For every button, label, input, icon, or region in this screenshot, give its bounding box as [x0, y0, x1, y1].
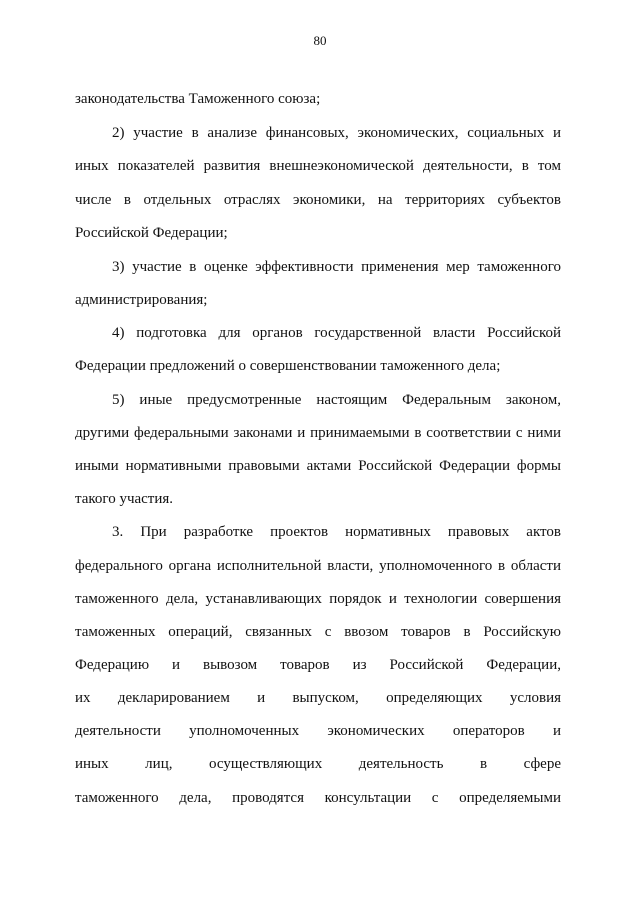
text-line: 3) участие в оценке эффективности применения мер таможенного — [112, 259, 561, 275]
text-line: иных лиц, осуществляющих деятельность в сфере — [75, 756, 561, 772]
text-line: таможенных операций, связанных с ввозом товаров в Российскую — [75, 624, 561, 640]
text-line: Федерации предложений о совершенствовании таможенного дела; — [75, 358, 501, 374]
text-line: федерального органа исполнительной власти, уполномоченного в области — [75, 558, 561, 574]
text-line: Федерацию и вывозом товаров из Российской Федерации, — [75, 657, 561, 673]
text-line: 3. При разработке проектов нормативных правовых актов — [112, 524, 561, 540]
text-line: числе в отдельных отраслях экономики, на территориях субъектов — [75, 192, 561, 208]
text-line: 5) иные предусмотренные настоящим Федеральным законом, — [112, 392, 561, 408]
text-line: такого участия. — [75, 491, 174, 507]
text-line: таможенного дела, устанавливающих порядок и технологии совершения — [75, 591, 561, 607]
text-line: 4) подготовка для органов государственной власти Российской — [112, 325, 561, 341]
text-line: таможенного дела, проводятся консультации с определяемыми — [75, 790, 561, 806]
text-line: законодательства Таможенного союза; — [75, 91, 321, 107]
page-number: 80 — [313, 33, 327, 48]
text-line: их декларированием и выпуском, определяющих условия — [75, 690, 561, 706]
text-line: Российской Федерации; — [75, 225, 228, 241]
text-line: 2) участие в анализе финансовых, экономических, социальных и — [112, 125, 561, 141]
text-line: другими федеральными законами и принимаемыми в соответствии с ними — [75, 425, 561, 441]
text-line: иными нормативными правовыми актами Российской Федерации формы — [75, 458, 561, 474]
text-line: деятельности уполномоченных экономических операторов и — [75, 723, 561, 739]
text-line: администрирования; — [75, 292, 208, 308]
text-line: иных показателей развития внешнеэкономической деятельности, в том — [75, 158, 561, 174]
